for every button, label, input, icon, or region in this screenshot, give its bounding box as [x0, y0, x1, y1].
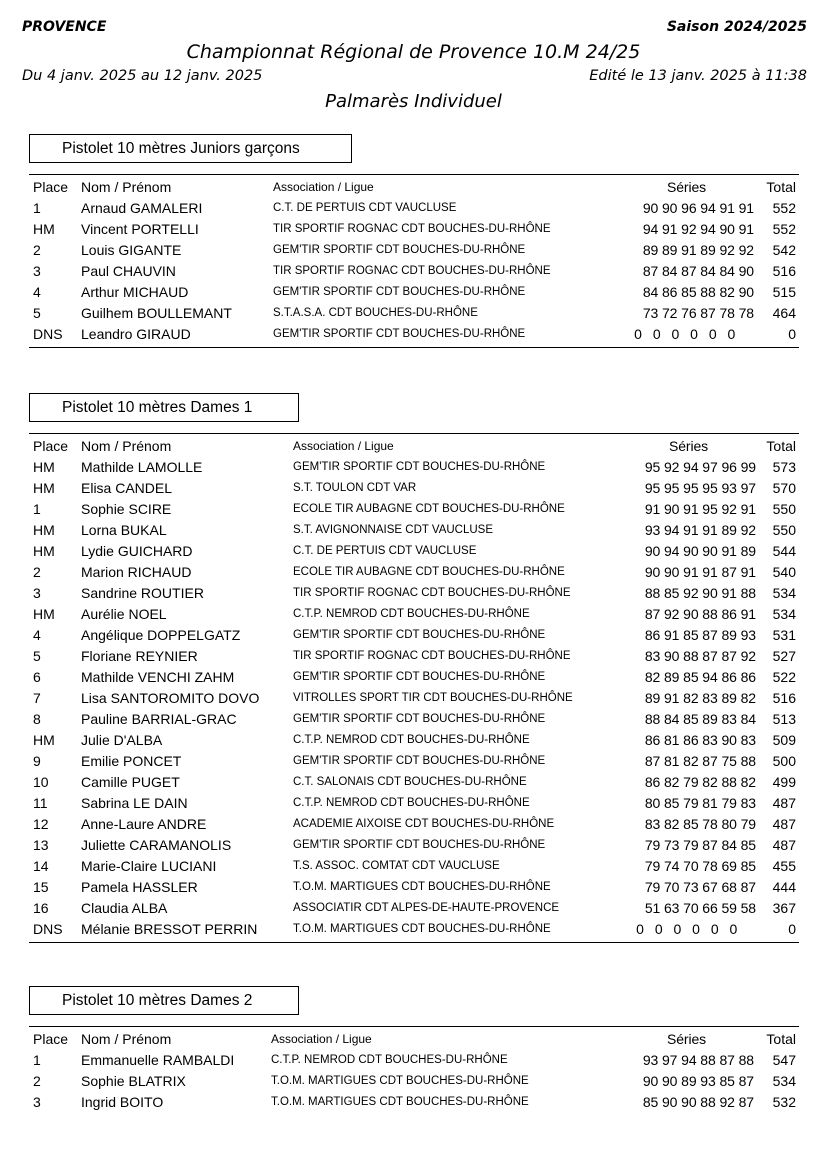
series-cell: 86 91 85 87 89 93 — [644, 627, 756, 643]
assoc-cell: GEM'TIR SPORTIF CDT BOUCHES-DU-RHÔNE — [293, 629, 546, 641]
col-name-header: Nom / Prénom — [81, 1031, 172, 1047]
total-cell: 509 — [772, 732, 796, 748]
place-cell: 1 — [33, 501, 41, 517]
name-cell: Ingrid BOITO — [81, 1094, 164, 1110]
series-cell: 79 74 70 78 69 85 — [644, 858, 756, 874]
series-cell: 83 82 85 78 80 79 — [644, 816, 756, 832]
total-cell: 542 — [772, 242, 796, 258]
col-series-header: Séries — [666, 179, 707, 195]
series-cell: 83 90 88 87 87 92 — [644, 648, 756, 664]
assoc-cell: T.O.M. MARTIGUES CDT BOUCHES-DU-RHÔNE — [271, 1096, 529, 1108]
assoc-cell: GEM'TIR SPORTIF CDT BOUCHES-DU-RHÔNE — [293, 755, 546, 767]
results-section — [29, 393, 799, 968]
name-cell: Pauline BARRIAL-GRAC — [81, 711, 237, 727]
total-cell: 570 — [772, 480, 796, 496]
table-row — [29, 688, 799, 709]
total-cell: 516 — [772, 263, 796, 279]
total-cell: 367 — [772, 900, 796, 916]
assoc-cell: T.O.M. MARTIGUES CDT BOUCHES-DU-RHÔNE — [293, 923, 551, 935]
series-cell: 87 81 82 87 75 88 — [644, 753, 756, 769]
assoc-cell: GEM'TIR SPORTIF CDT BOUCHES-DU-RHÔNE — [293, 461, 546, 473]
table-row — [29, 919, 799, 940]
table-row — [29, 772, 799, 793]
name-cell: Vincent PORTELLI — [81, 221, 199, 237]
series-cell: 0 0 0 0 0 0 — [636, 921, 741, 937]
assoc-cell: GEM'TIR SPORTIF CDT BOUCHES-DU-RHÔNE — [293, 839, 546, 851]
total-cell: 547 — [772, 1052, 796, 1068]
table-row — [29, 856, 799, 877]
section-divider — [29, 174, 799, 175]
table-row — [29, 219, 799, 240]
table-row — [29, 625, 799, 646]
name-cell: Lisa SANTOROMITO DOVO — [81, 690, 260, 706]
table-row — [29, 667, 799, 688]
name-cell: Elisa CANDEL — [81, 480, 173, 496]
section-title: Pistolet 10 mètres Dames 1 — [29, 393, 299, 422]
series-cell: 87 84 87 84 84 90 — [642, 263, 754, 279]
total-cell: 513 — [772, 711, 796, 727]
total-cell: 552 — [772, 221, 796, 237]
series-cell: 91 90 91 95 92 91 — [644, 501, 756, 517]
total-cell: 573 — [772, 459, 796, 475]
place-cell: 14 — [33, 858, 49, 874]
table-row — [29, 583, 799, 604]
series-cell: 93 97 94 88 87 88 — [642, 1052, 754, 1068]
series-cell: 79 73 79 87 84 85 — [644, 837, 756, 853]
total-cell: 534 — [772, 606, 796, 622]
section-end-divider — [29, 347, 799, 348]
table-row — [29, 303, 799, 324]
series-cell: 93 94 91 91 89 92 — [644, 522, 756, 538]
series-cell: 80 85 79 81 79 83 — [644, 795, 756, 811]
place-cell: DNS — [33, 921, 63, 937]
col-series-header: Séries — [668, 438, 709, 454]
assoc-cell: GEM'TIR SPORTIF CDT BOUCHES-DU-RHÔNE — [293, 671, 546, 683]
assoc-cell: C.T. SALONAIS CDT BOUCHES-DU-RHÔNE — [293, 776, 527, 788]
total-cell: 487 — [772, 795, 796, 811]
total-cell: 487 — [772, 816, 796, 832]
place-cell: 10 — [33, 774, 49, 790]
place-cell: 5 — [33, 305, 41, 321]
col-total-header: Total — [766, 438, 796, 454]
total-cell: 552 — [772, 200, 796, 216]
name-cell: Angélique DOPPELGATZ — [81, 627, 241, 643]
total-cell: 540 — [772, 564, 796, 580]
place-cell: HM — [33, 732, 55, 748]
place-cell: 9 — [33, 753, 41, 769]
name-cell: Lorna BUKAL — [81, 522, 167, 538]
col-name-header: Nom / Prénom — [81, 438, 172, 454]
place-cell: 2 — [33, 242, 41, 258]
series-cell: 90 90 96 94 91 91 — [642, 200, 754, 216]
name-cell: Sabrina LE DAIN — [81, 795, 188, 811]
place-cell: HM — [33, 221, 55, 237]
place-cell: 3 — [33, 263, 41, 279]
name-cell: Camille PUGET — [81, 774, 180, 790]
place-cell: 15 — [33, 879, 49, 895]
col-series-header: Séries — [666, 1031, 707, 1047]
table-row — [29, 835, 799, 856]
table-row — [29, 604, 799, 625]
total-cell: 532 — [772, 1094, 796, 1110]
table-row — [29, 562, 799, 583]
series-cell: 73 72 76 87 78 78 — [642, 305, 754, 321]
section-divider — [29, 433, 799, 434]
date-range: Du 4 janv. 2025 au 12 janv. 2025 — [22, 68, 263, 84]
name-cell: Sophie SCIRE — [81, 501, 172, 517]
name-cell: Claudia ALBA — [81, 900, 168, 916]
place-cell: 4 — [33, 627, 41, 643]
table-row — [29, 1050, 799, 1071]
assoc-cell: ASSOCIATIR CDT ALPES-DE-HAUTE-PROVENCE — [293, 902, 560, 914]
place-cell: 11 — [33, 795, 48, 811]
assoc-cell: TIR SPORTIF ROGNAC CDT BOUCHES-DU-RHÔNE — [273, 265, 551, 277]
table-row — [29, 499, 799, 520]
col-total-header: Total — [766, 179, 796, 195]
table-row — [29, 730, 799, 751]
assoc-cell: T.S. ASSOC. COMTAT CDT VAUCLUSE — [293, 860, 500, 872]
total-cell: 534 — [772, 1073, 796, 1089]
assoc-cell: C.T. DE PERTUIS CDT VAUCLUSE — [293, 545, 477, 557]
table-row — [29, 198, 799, 219]
table-row — [29, 541, 799, 562]
name-cell: Sophie BLATRIX — [81, 1073, 186, 1089]
series-cell: 90 90 89 93 85 87 — [642, 1073, 754, 1089]
place-cell: HM — [33, 459, 55, 475]
series-cell: 95 95 95 95 93 97 — [644, 480, 756, 496]
total-cell: 527 — [772, 648, 796, 664]
place-cell: DNS — [33, 326, 63, 342]
name-cell: Arnaud GAMALERI — [81, 200, 203, 216]
place-cell: 8 — [33, 711, 41, 727]
assoc-cell: GEM'TIR SPORTIF CDT BOUCHES-DU-RHÔNE — [293, 713, 546, 725]
total-cell: 499 — [772, 774, 796, 790]
col-assoc-header: Association / Ligue — [293, 439, 394, 453]
assoc-cell: T.O.M. MARTIGUES CDT BOUCHES-DU-RHÔNE — [271, 1075, 529, 1087]
name-cell: Lydie GUICHARD — [81, 543, 193, 559]
col-total-header: Total — [766, 1031, 796, 1047]
table-row — [29, 324, 799, 345]
assoc-cell: GEM'TIR SPORTIF CDT BOUCHES-DU-RHÔNE — [273, 244, 526, 256]
table-row — [29, 646, 799, 667]
table-row — [29, 898, 799, 919]
total-cell: 534 — [772, 585, 796, 601]
place-cell: 2 — [33, 564, 41, 580]
name-cell: Marie-Claire LUCIANI — [81, 858, 217, 874]
assoc-cell: C.T.P. NEMROD CDT BOUCHES-DU-RHÔNE — [293, 734, 530, 746]
table-row — [29, 814, 799, 835]
table-row — [29, 282, 799, 303]
series-cell: 88 84 85 89 83 84 — [644, 711, 756, 727]
table-row — [29, 261, 799, 282]
place-cell: 13 — [33, 837, 49, 853]
assoc-cell: C.T. DE PERTUIS CDT VAUCLUSE — [273, 202, 457, 214]
series-cell: 95 92 94 97 96 99 — [644, 459, 756, 475]
section-title: Pistolet 10 mètres Dames 2 — [29, 986, 299, 1015]
series-cell: 84 86 85 88 82 90 — [642, 284, 754, 300]
series-cell: 89 91 82 83 89 82 — [644, 690, 756, 706]
section-title: Pistolet 10 mètres Juniors garçons — [29, 134, 352, 163]
total-cell: 444 — [772, 879, 796, 895]
assoc-cell: GEM'TIR SPORTIF CDT BOUCHES-DU-RHÔNE — [273, 286, 526, 298]
assoc-cell: GEM'TIR SPORTIF CDT BOUCHES-DU-RHÔNE — [273, 328, 526, 340]
table-row — [29, 1071, 799, 1092]
place-cell: HM — [33, 522, 55, 538]
series-cell: 90 94 90 90 91 89 — [644, 543, 756, 559]
total-cell: 0 — [788, 921, 796, 937]
place-cell: 2 — [33, 1073, 41, 1089]
total-cell: 464 — [772, 305, 796, 321]
table-row — [29, 709, 799, 730]
place-cell: 1 — [33, 200, 41, 216]
table-row — [29, 240, 799, 261]
assoc-cell: ECOLE TIR AUBAGNE CDT BOUCHES-DU-RHÔNE — [293, 566, 565, 578]
total-cell: 550 — [772, 522, 796, 538]
name-cell: Sandrine ROUTIER — [81, 585, 204, 601]
table-row — [29, 751, 799, 772]
table-header — [29, 1029, 799, 1050]
name-cell: Marion RICHAUD — [81, 564, 192, 580]
assoc-cell: S.T. TOULON CDT VAR — [293, 482, 417, 494]
total-cell: 516 — [772, 690, 796, 706]
assoc-cell: C.T.P. NEMROD CDT BOUCHES-DU-RHÔNE — [293, 608, 530, 620]
place-cell: 6 — [33, 669, 41, 685]
total-cell: 531 — [772, 627, 796, 643]
name-cell: Paul CHAUVIN — [81, 263, 176, 279]
place-cell: 7 — [33, 690, 41, 706]
section-divider — [29, 1026, 799, 1027]
total-cell: 544 — [772, 543, 796, 559]
series-cell: 51 63 70 66 59 58 — [644, 900, 756, 916]
col-place-header: Place — [33, 438, 69, 454]
name-cell: Anne-Laure ANDRE — [81, 816, 207, 832]
assoc-cell: VITROLLES SPORT TIR CDT BOUCHES-DU-RHÔNE — [293, 692, 573, 704]
table-header — [29, 177, 799, 198]
series-cell: 0 0 0 0 0 0 — [634, 326, 739, 342]
name-cell: Arthur MICHAUD — [81, 284, 189, 300]
page-subtitle: Palmarès Individuel — [325, 91, 502, 112]
series-cell: 87 92 90 88 86 91 — [644, 606, 756, 622]
page-title: Championnat Régional de Provence 10.M 24/25 — [186, 41, 641, 63]
assoc-cell: S.T.A.S.A. CDT BOUCHES-DU-RHÔNE — [273, 307, 478, 319]
table-row — [29, 478, 799, 499]
series-cell: 90 90 91 91 87 91 — [644, 564, 756, 580]
name-cell: Juliette CARAMANOLIS — [81, 837, 232, 853]
col-name-header: Nom / Prénom — [81, 179, 172, 195]
assoc-cell: TIR SPORTIF ROGNAC CDT BOUCHES-DU-RHÔNE — [293, 650, 571, 662]
table-header — [29, 436, 799, 457]
assoc-cell: T.O.M. MARTIGUES CDT BOUCHES-DU-RHÔNE — [293, 881, 551, 893]
total-cell: 550 — [772, 501, 796, 517]
place-cell: HM — [33, 480, 55, 496]
series-cell: 89 89 91 89 92 92 — [642, 242, 754, 258]
assoc-cell: TIR SPORTIF ROGNAC CDT BOUCHES-DU-RHÔNE — [273, 223, 551, 235]
section-end-divider — [29, 942, 799, 943]
name-cell: Emmanuelle RAMBALDI — [81, 1052, 235, 1068]
place-cell: 12 — [33, 816, 49, 832]
col-assoc-header: Association / Ligue — [271, 1032, 372, 1046]
total-cell: 455 — [772, 858, 796, 874]
place-cell: 5 — [33, 648, 41, 664]
total-cell: 522 — [772, 669, 796, 685]
edited-date: Edité le 13 janv. 2025 à 11:38 — [589, 68, 807, 84]
results-section — [29, 986, 799, 1141]
name-cell: Mathilde LAMOLLE — [81, 459, 203, 475]
assoc-cell: ACADEMIE AIXOISE CDT BOUCHES-DU-RHÔNE — [293, 818, 555, 830]
place-cell: 4 — [33, 284, 41, 300]
name-cell: Aurélie NOEL — [81, 606, 167, 622]
name-cell: Mélanie BRESSOT PERRIN — [81, 921, 258, 937]
series-cell: 88 85 92 90 91 88 — [644, 585, 756, 601]
place-cell: 3 — [33, 585, 41, 601]
series-cell: 86 81 86 83 90 83 — [644, 732, 756, 748]
region-label: PROVENCE — [22, 19, 107, 35]
place-cell: 1 — [33, 1052, 41, 1068]
name-cell: Leandro GIRAUD — [81, 326, 191, 342]
assoc-cell: ECOLE TIR AUBAGNE CDT BOUCHES-DU-RHÔNE — [293, 503, 565, 515]
name-cell: Mathilde VENCHI ZAHM — [81, 669, 235, 685]
col-assoc-header: Association / Ligue — [273, 180, 374, 194]
total-cell: 500 — [772, 753, 796, 769]
total-cell: 487 — [772, 837, 796, 853]
season-label: Saison 2024/2025 — [666, 19, 807, 35]
col-place-header: Place — [33, 179, 69, 195]
name-cell: Emilie PONCET — [81, 753, 182, 769]
table-row — [29, 520, 799, 541]
assoc-cell: S.T. AVIGNONNAISE CDT VAUCLUSE — [293, 524, 494, 536]
table-row — [29, 793, 799, 814]
name-cell: Guilhem BOULLEMANT — [81, 305, 232, 321]
assoc-cell: TIR SPORTIF ROGNAC CDT BOUCHES-DU-RHÔNE — [293, 587, 571, 599]
table-row — [29, 457, 799, 478]
series-cell: 94 91 92 94 90 91 — [642, 221, 754, 237]
assoc-cell: C.T.P. NEMROD CDT BOUCHES-DU-RHÔNE — [271, 1054, 508, 1066]
place-cell: HM — [33, 606, 55, 622]
total-cell: 515 — [772, 284, 796, 300]
series-cell: 85 90 90 88 92 87 — [642, 1094, 754, 1110]
results-section — [29, 134, 799, 373]
assoc-cell: C.T.P. NEMROD CDT BOUCHES-DU-RHÔNE — [293, 797, 530, 809]
name-cell: Floriane REYNIER — [81, 648, 198, 664]
total-cell: 0 — [788, 326, 796, 342]
name-cell: Pamela HASSLER — [81, 879, 198, 895]
table-row — [29, 877, 799, 898]
place-cell: 16 — [33, 900, 49, 916]
series-cell: 82 89 85 94 86 86 — [644, 669, 756, 685]
col-place-header: Place — [33, 1031, 69, 1047]
name-cell: Julie D'ALBA — [81, 732, 163, 748]
series-cell: 79 70 73 67 68 87 — [644, 879, 756, 895]
place-cell: HM — [33, 543, 55, 559]
name-cell: Louis GIGANTE — [81, 242, 182, 258]
table-row — [29, 1092, 799, 1113]
place-cell: 3 — [33, 1094, 41, 1110]
series-cell: 86 82 79 82 88 82 — [644, 774, 756, 790]
